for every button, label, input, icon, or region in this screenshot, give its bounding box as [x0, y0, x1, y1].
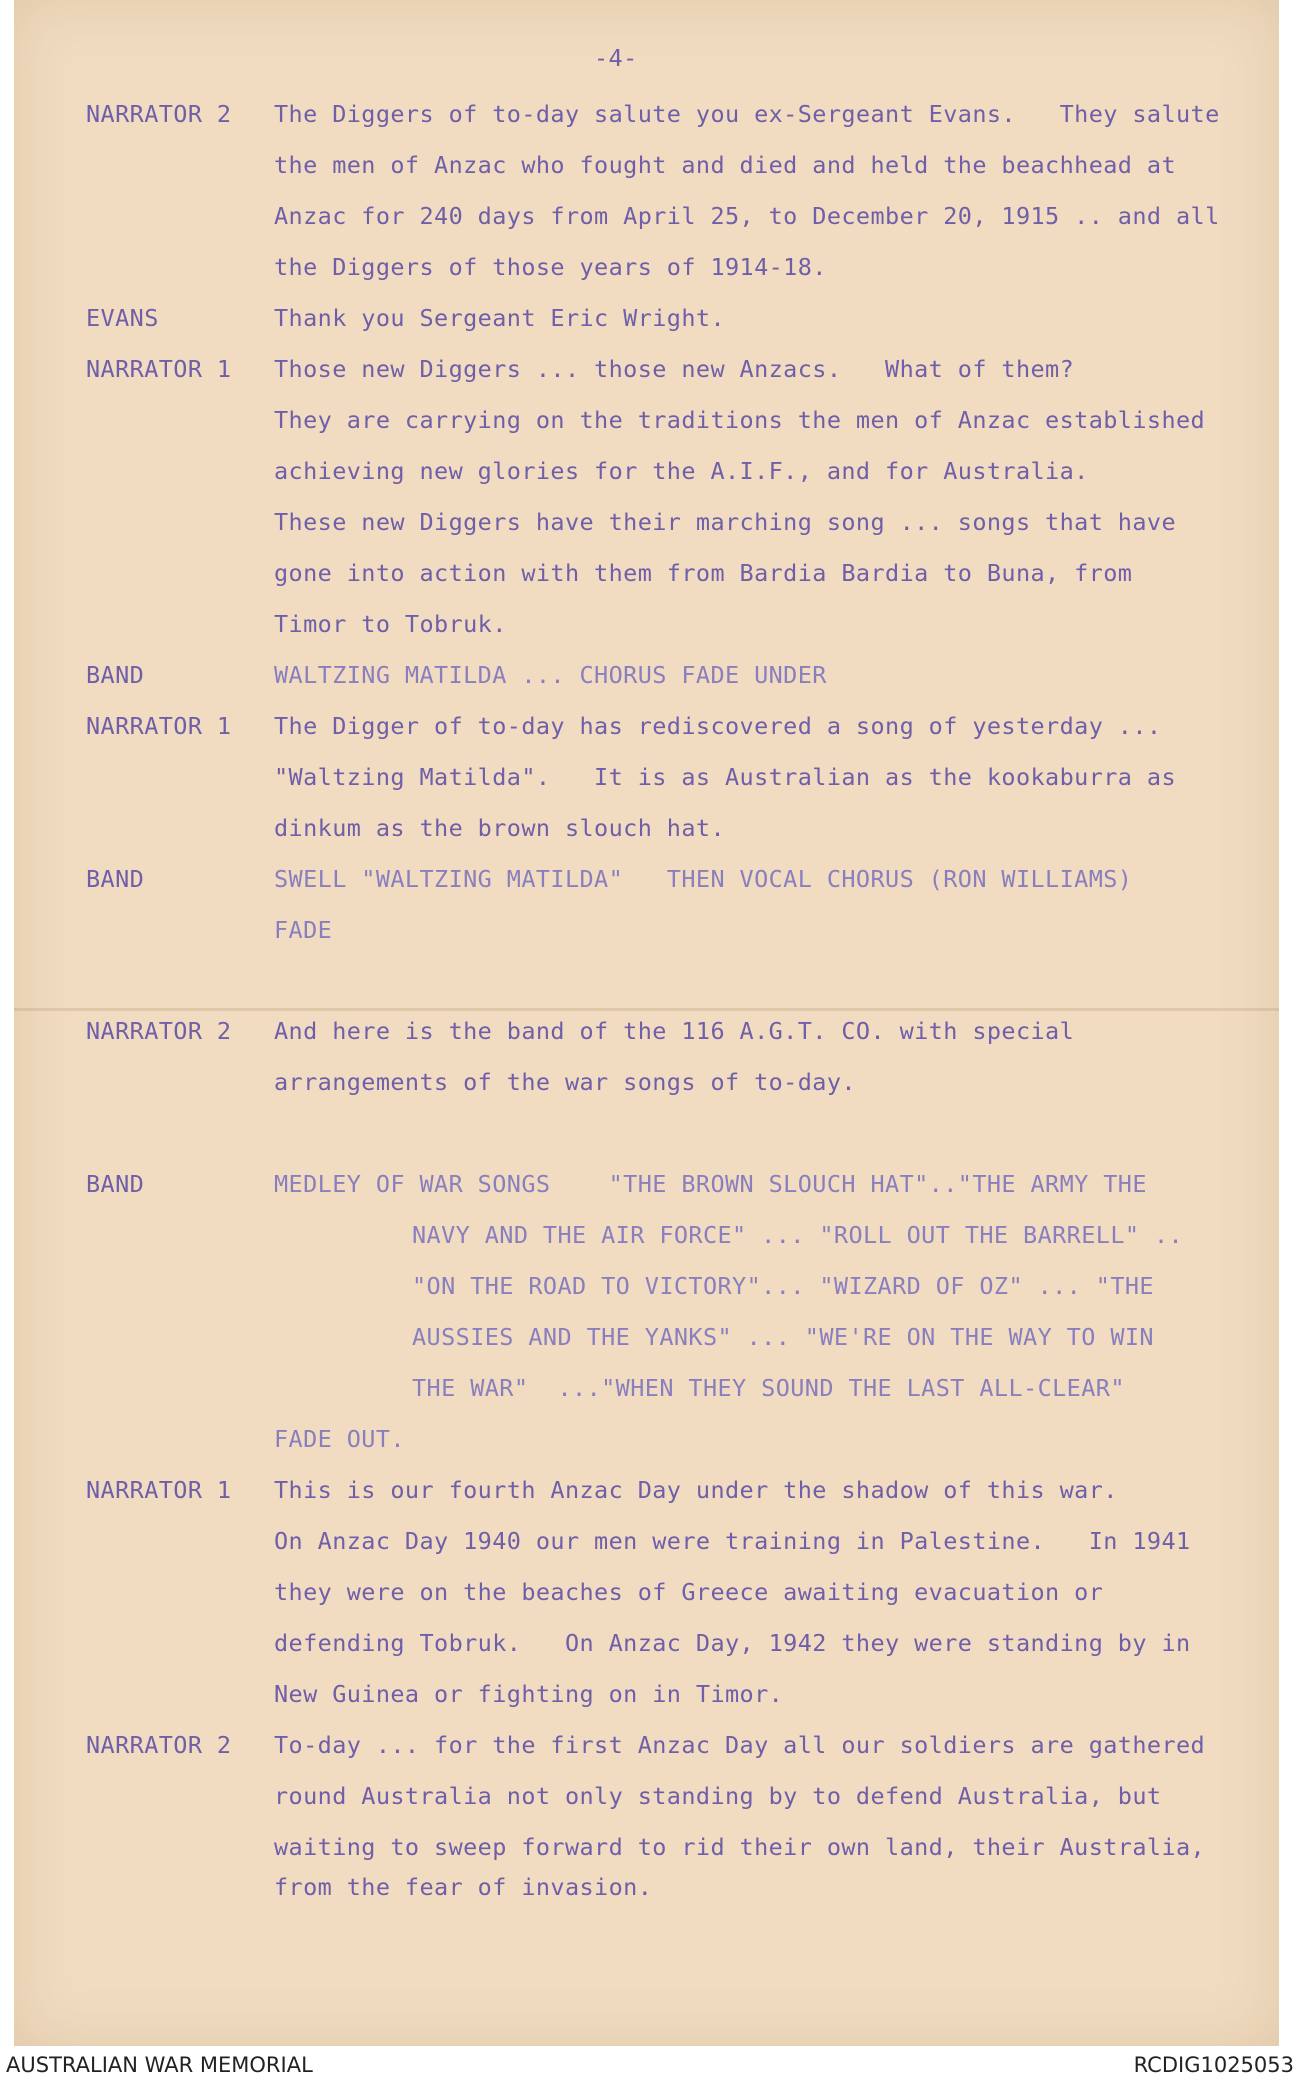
- footer-archive-name: AUSTRALIAN WAR MEMORIAL: [6, 2053, 313, 2077]
- stage-direction: MEDLEY OF WAR SONGS "THE BROWN SLOUCH HAT".."THE ARMY THE: [274, 1170, 1147, 1198]
- stage-direction: FADE OUT.: [274, 1425, 405, 1453]
- paper-fold-line: [14, 1008, 1279, 1011]
- script-line: defending Tobruk. On Anzac Day, 1942 they were standing by in: [274, 1629, 1191, 1657]
- stage-direction: AUSSIES AND THE YANKS" ... "WE'RE ON THE WAY TO WIN: [412, 1323, 1154, 1351]
- speaker-narrator-2: NARRATOR 2: [86, 100, 232, 128]
- speaker-narrator-1: NARRATOR 1: [86, 355, 232, 383]
- speaker-narrator-1: NARRATOR 1: [86, 1476, 232, 1504]
- stage-direction: SWELL "WALTZING MATILDA" THEN VOCAL CHORUS (RON WILLIAMS): [274, 865, 1133, 893]
- script-line: The Digger of to-day has rediscovered a song of yesterday ...: [274, 712, 1162, 740]
- speaker-band: BAND: [86, 661, 145, 689]
- script-line: they were on the beaches of Greece awaiting evacuation or: [274, 1578, 1104, 1606]
- script-line: On Anzac Day 1940 our men were training in Palestine. In 1941: [274, 1527, 1191, 1555]
- stage-direction: NAVY AND THE AIR FORCE" ... "ROLL OUT THE BARRELL" ..: [412, 1221, 1184, 1249]
- script-line: the men of Anzac who fought and died and held the beachhead at: [274, 151, 1176, 179]
- script-line: from the fear of invasion.: [274, 1873, 653, 1901]
- stage-direction: WALTZING MATILDA ... CHORUS FADE UNDER: [274, 661, 827, 689]
- page-number: -4-: [594, 44, 638, 72]
- script-line: They are carrying on the traditions the men of Anzac established: [274, 406, 1206, 434]
- stage-direction: THE WAR" ..."WHEN THEY SOUND THE LAST ALL-CLEAR": [412, 1374, 1125, 1402]
- script-line: round Australia not only standing by to defend Australia, but: [274, 1782, 1162, 1810]
- script-line: The Diggers of to-day salute you ex-Sergeant Evans. They salute: [274, 100, 1220, 128]
- speaker-band: BAND: [86, 1170, 145, 1198]
- stage-direction: "ON THE ROAD TO VICTORY"... "WIZARD OF OZ" ... "THE: [412, 1272, 1154, 1300]
- script-line: "Waltzing Matilda". It is as Australian as the kookaburra as: [274, 763, 1176, 791]
- script-line: These new Diggers have their marching song ... songs that have: [274, 508, 1176, 536]
- speaker-narrator-1: NARRATOR 1: [86, 712, 232, 740]
- script-line: Timor to Tobruk.: [274, 610, 507, 638]
- script-page: [14, 0, 1279, 2046]
- script-line: To-day ... for the first Anzac Day all our soldiers are gathered: [274, 1731, 1206, 1759]
- stage-direction: FADE: [274, 916, 333, 944]
- script-line: arrangements of the war songs of to-day.: [274, 1068, 856, 1096]
- script-line: Those new Diggers ... those new Anzacs. What of them?: [274, 355, 1075, 383]
- speaker-narrator-2: NARRATOR 2: [86, 1731, 232, 1759]
- script-line: Thank you Sergeant Eric Wright.: [274, 304, 725, 332]
- footer-record-id: RCDIG1025053: [1133, 2053, 1294, 2077]
- script-line: gone into action with them from Bardia Bardia to Buna, from: [274, 559, 1133, 587]
- speaker-narrator-2: NARRATOR 2: [86, 1017, 232, 1045]
- script-line: achieving new glories for the A.I.F., and for Australia.: [274, 457, 1089, 485]
- script-line: dinkum as the brown slouch hat.: [274, 814, 725, 842]
- script-line: Anzac for 240 days from April 25, to December 20, 1915 .. and all: [274, 202, 1220, 230]
- script-line: And here is the band of the 116 A.G.T. CO. with special: [274, 1017, 1075, 1045]
- speaker-band: BAND: [86, 865, 145, 893]
- script-line: This is our fourth Anzac Day under the shadow of this war.: [274, 1476, 1118, 1504]
- script-line: the Diggers of those years of 1914-18.: [274, 253, 827, 281]
- script-line: waiting to sweep forward to rid their own land, their Australia,: [274, 1833, 1206, 1861]
- speaker-evans: EVANS: [86, 304, 159, 332]
- script-line: New Guinea or fighting on in Timor.: [274, 1680, 784, 1708]
